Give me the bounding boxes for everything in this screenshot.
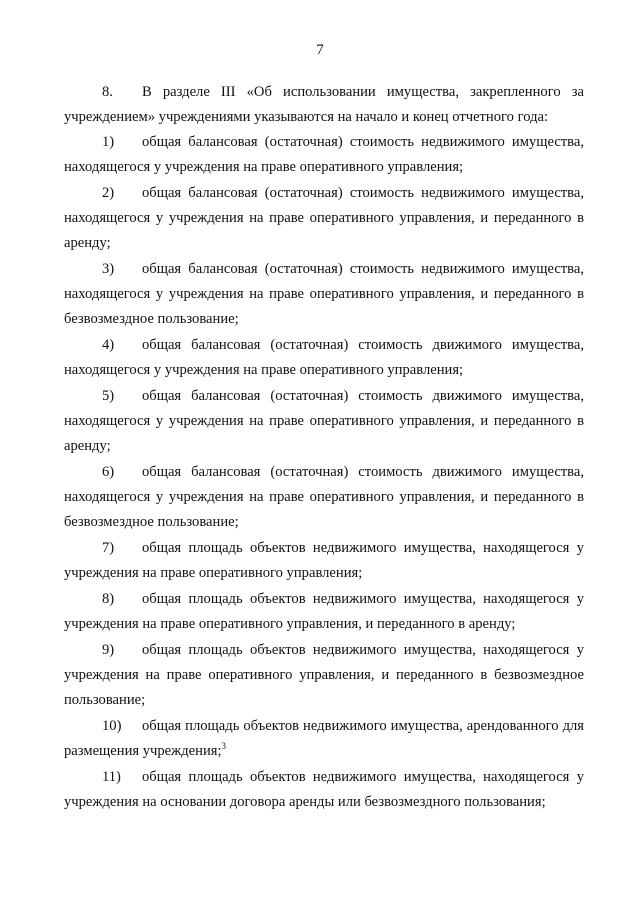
list-item — [64, 257, 584, 332]
item-number: 7) — [102, 540, 115, 556]
intro-number: 8. — [102, 84, 113, 100]
intro-text: В разделе III «Об использовании имущества, закрепленного за учреждением» учреждениями указываются на начало и конец отчетного года: — [64, 84, 584, 125]
item-number: 10) — [102, 718, 122, 734]
list-item — [64, 714, 584, 764]
item-text: общая площадь объектов недвижимого имущества, находящегося у учреждения на основании договора аренды или безвозмездного пользования; — [64, 769, 584, 810]
item-number: 1) — [102, 134, 115, 150]
item-text: общая площадь объектов недвижимого имущества, арендованного для размещения учреждения; — [64, 718, 584, 759]
item-number: 4) — [102, 337, 115, 353]
item-text: общая балансовая (остаточная) стоимость движимого имущества, находящегося у учреждения на праве оперативного управления, и переданного в безвозмездное пользование; — [64, 464, 584, 530]
document-body — [64, 80, 584, 816]
list-item — [64, 460, 584, 535]
list-item — [64, 181, 584, 256]
item-number: 9) — [102, 642, 115, 658]
item-text: общая балансовая (остаточная) стоимость недвижимого имущества, находящегося у учреждения на праве оперативного управления, и переданного в безвозмездное пользование; — [64, 261, 584, 327]
list-item — [64, 638, 584, 713]
footnote-marker: 3 — [221, 741, 227, 752]
list-item — [64, 384, 584, 459]
page-number: 7 — [316, 42, 324, 58]
list-item — [64, 333, 584, 383]
item-text: общая балансовая (остаточная) стоимость движимого имущества, находящегося у учреждения на праве оперативного управления; — [64, 337, 584, 378]
list-item — [64, 130, 584, 180]
list-item — [64, 765, 584, 815]
item-number: 8) — [102, 591, 115, 607]
item-number: 5) — [102, 388, 115, 404]
item-text: общая балансовая (остаточная) стоимость недвижимого имущества, находящегося у учреждения на праве оперативного управления, и переданного в аренду; — [64, 185, 584, 251]
item-number: 6) — [102, 464, 115, 480]
item-text: общая балансовая (остаточная) стоимость движимого имущества, находящегося у учреждения на праве оперативного управления, и переданного в аренду; — [64, 388, 584, 454]
list-item — [64, 587, 584, 637]
intro-paragraph — [64, 80, 584, 130]
item-text: общая площадь объектов недвижимого имущества, находящегося у учреждения на праве оперативного управления, и переданного в безвозмездное пользование; — [64, 642, 584, 708]
item-number: 2) — [102, 185, 115, 201]
item-number: 3) — [102, 261, 115, 277]
item-number: 11) — [102, 769, 121, 785]
item-text: общая площадь объектов недвижимого имущества, находящегося у учреждения на праве оперативного управления; — [64, 540, 584, 581]
item-text: общая площадь объектов недвижимого имущества, находящегося у учреждения на праве оперативного управления, и переданного в аренду; — [64, 591, 584, 632]
item-text: общая балансовая (остаточная) стоимость недвижимого имущества, находящегося у учреждения на праве оперативного управления; — [64, 134, 584, 175]
list-item — [64, 536, 584, 586]
